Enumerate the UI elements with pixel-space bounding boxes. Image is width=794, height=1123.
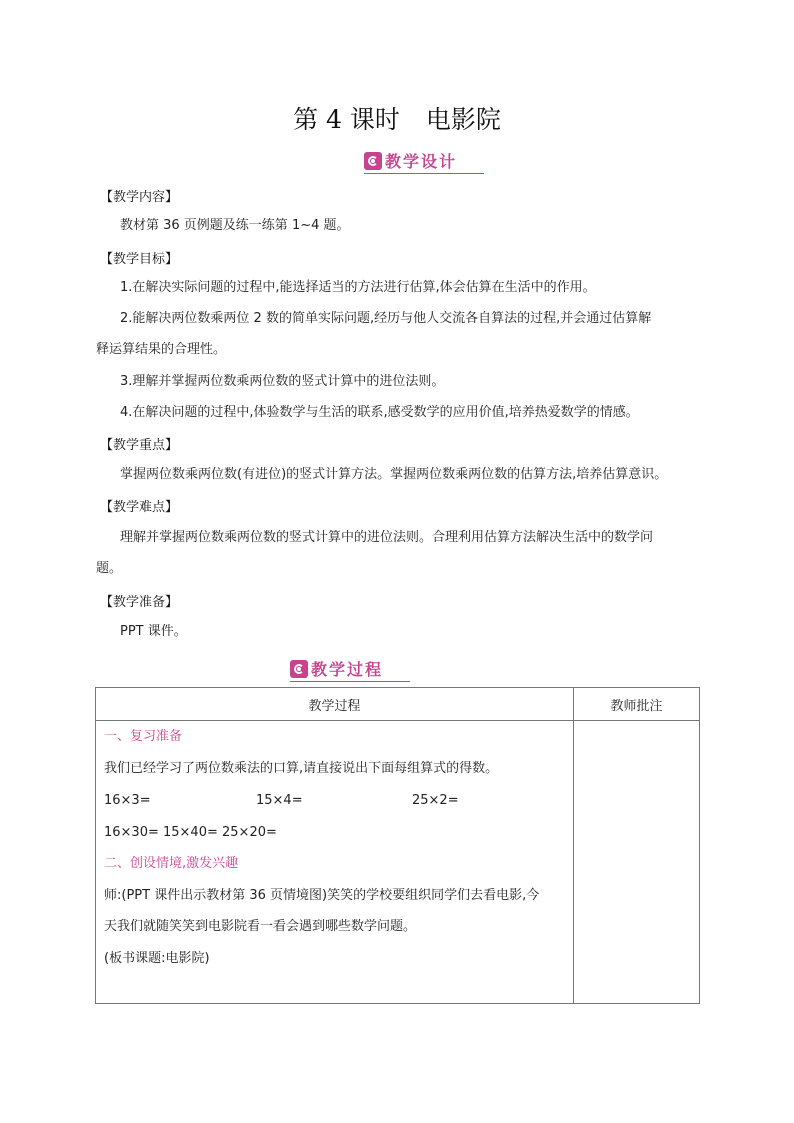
col-process-header: 教学过程	[96, 688, 574, 721]
section-1-title: 一、复习准备	[104, 729, 183, 744]
section-1-text: 我们已经学习了两位数乘法的口算,请直接说出下面每组算式的得数。	[104, 761, 499, 776]
notes-cell	[574, 721, 700, 1004]
goal-4: 4.在解决问题的过程中,体验数学与生活的联系,感受数学的应用价值,培养热爱数学的情感。	[120, 405, 639, 420]
teaching-process-banner	[290, 657, 410, 682]
col-notes-header: 教师批注	[574, 688, 700, 721]
lesson-name: 电影院	[425, 105, 501, 134]
equation-25x2: 25×2=	[412, 793, 459, 808]
section-2-line-2: 天我们就随笑笑到电影院看一看会遇到哪些数学问题。	[104, 919, 417, 934]
content-heading: 【教学内容】	[100, 190, 179, 205]
difficulty-line-2: 题。	[96, 561, 123, 576]
section-2-line-1: 师:(PPT 课件出示教材第 36 页情境图)笑笑的学校要组织同学们去看电影,今	[104, 888, 540, 903]
equation-15x4: 15×4=	[256, 793, 303, 808]
content-text: 教材第 36 页例题及练一练第 1~4 题。	[120, 218, 350, 233]
goal-2-line-2: 释运算结果的合理性。	[96, 342, 227, 357]
lesson-number: 第 4 课时	[293, 105, 400, 134]
teaching-design-banner	[364, 149, 484, 174]
key-text: 掌握两位数乘两位数(有进位)的竖式计算方法。掌握两位数乘两位数的估算方法,培养估算意识。	[120, 467, 668, 482]
difficulty-heading: 【教学难点】	[100, 500, 179, 515]
section-logo-icon	[290, 660, 308, 678]
table-row	[96, 721, 700, 1004]
lesson-title	[0, 100, 794, 136]
goal-3: 3.理解并掌握两位数乘两位数的竖式计算中的进位法则。	[120, 374, 445, 389]
key-heading: 【教学重点】	[100, 438, 179, 453]
goal-1: 1.在解决实际问题的过程中,能选择适当的方法进行估算,体会估算在生活中的作用。	[120, 280, 596, 295]
equation-row-2: 16×30= 15×40= 25×20=	[104, 825, 277, 840]
table-header-row	[96, 688, 700, 721]
equation-16x3: 16×3=	[104, 793, 151, 808]
teaching-process-label: 教学过程	[311, 660, 384, 679]
teaching-design-label: 教学设计	[385, 152, 458, 171]
preparation-text: PPT 课件。	[120, 624, 187, 639]
difficulty-line-1: 理解并掌握两位数乘两位数的竖式计算中的进位法则。合理利用估算方法解决生活中的数学问	[120, 530, 654, 545]
preparation-heading: 【教学准备】	[100, 595, 179, 610]
section-logo-icon	[364, 152, 382, 170]
goal-2-line-1: 2.能解决两位数乘两位 2 数的简单实际问题,经历与他人交流各自算法的过程,并会通过估算解	[120, 311, 652, 326]
section-2-line-3: (板书课题:电影院)	[104, 951, 210, 966]
process-cell	[96, 721, 574, 1004]
process-table	[95, 687, 700, 1004]
section-2-title: 二、创设情境,激发兴趣	[104, 856, 239, 871]
goals-heading: 【教学目标】	[100, 252, 179, 267]
